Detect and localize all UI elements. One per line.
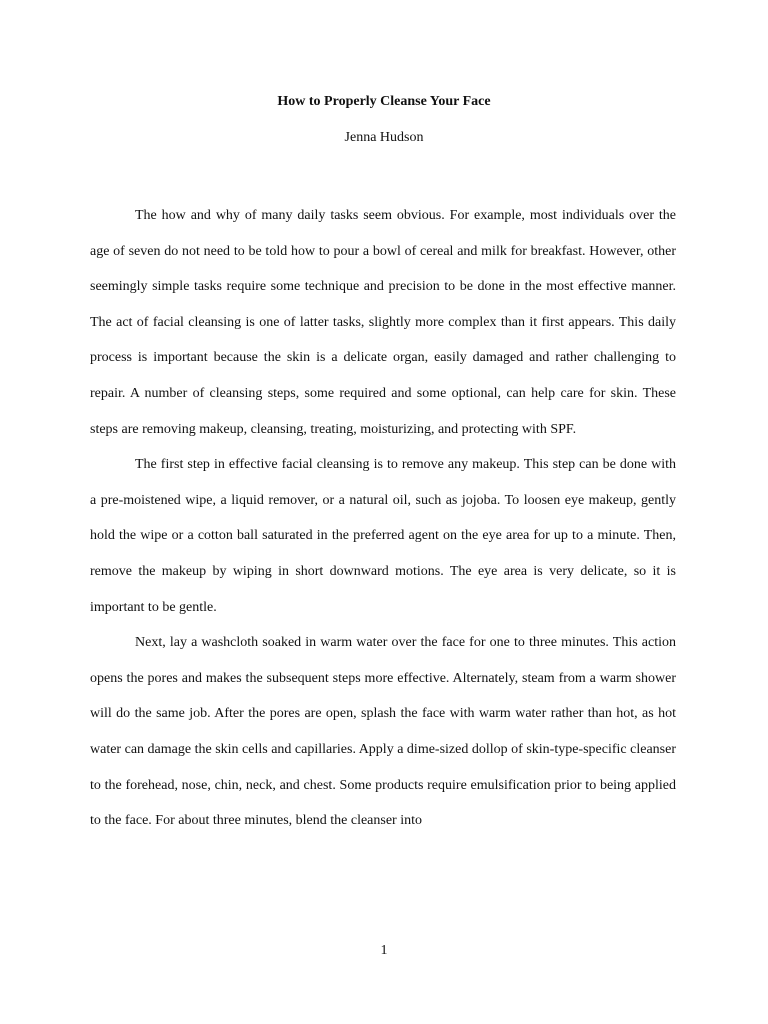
document-author: Jenna Hudson [344, 130, 424, 145]
document-body [90, 198, 676, 839]
paragraph-2: The first step in effective facial cleansing is to remove any makeup. This step can be done with a pre-moistened wipe, a liquid remover, or a natural oil, such as jojoba. To loosen eye makeup, gently hold the wipe or a cotton ball saturated in the preferred agent on the eye area for up to a minute. Then, remove the makeup by wiping in short downward motions. The eye area is very delicate, so it is important to be gentle. [90, 457, 676, 615]
page-number: 1 [380, 943, 388, 958]
paragraph-1: The how and why of many daily tasks seem obvious. For example, most individuals over the age of seven do not need to be told how to pour a bowl of cereal and milk for breakfast. However, other seemingly simple tasks require some technique and precision to be done in the most effective manner. The act of facial cleansing is one of latter tasks, slightly more complex than it first appears. This daily process is important because the skin is a delicate organ, easily damaged and rather challenging to repair. A number of cleansing steps, some required and some optional, can help care for skin. These steps are removing makeup, cleansing, treating, moisturizing, and protecting with SPF. [90, 208, 676, 437]
document-title: How to Properly Cleanse Your Face [277, 94, 491, 109]
paragraph-3: Next, lay a washcloth soaked in warm water over the face for one to three minutes. This action opens the pores and makes the subsequent steps more effective. Alternately, steam from a warm shower will do the same job. After the pores are open, splash the face with warm water rather than hot, as hot water can damage the skin cells and capillaries. Apply a dime-sized dollop of skin-type-specific cleanser to the forehead, nose, chin, neck, and chest. Some products require emulsification prior to being applied to the face. For about three minutes, blend the cleanser into [90, 635, 676, 829]
